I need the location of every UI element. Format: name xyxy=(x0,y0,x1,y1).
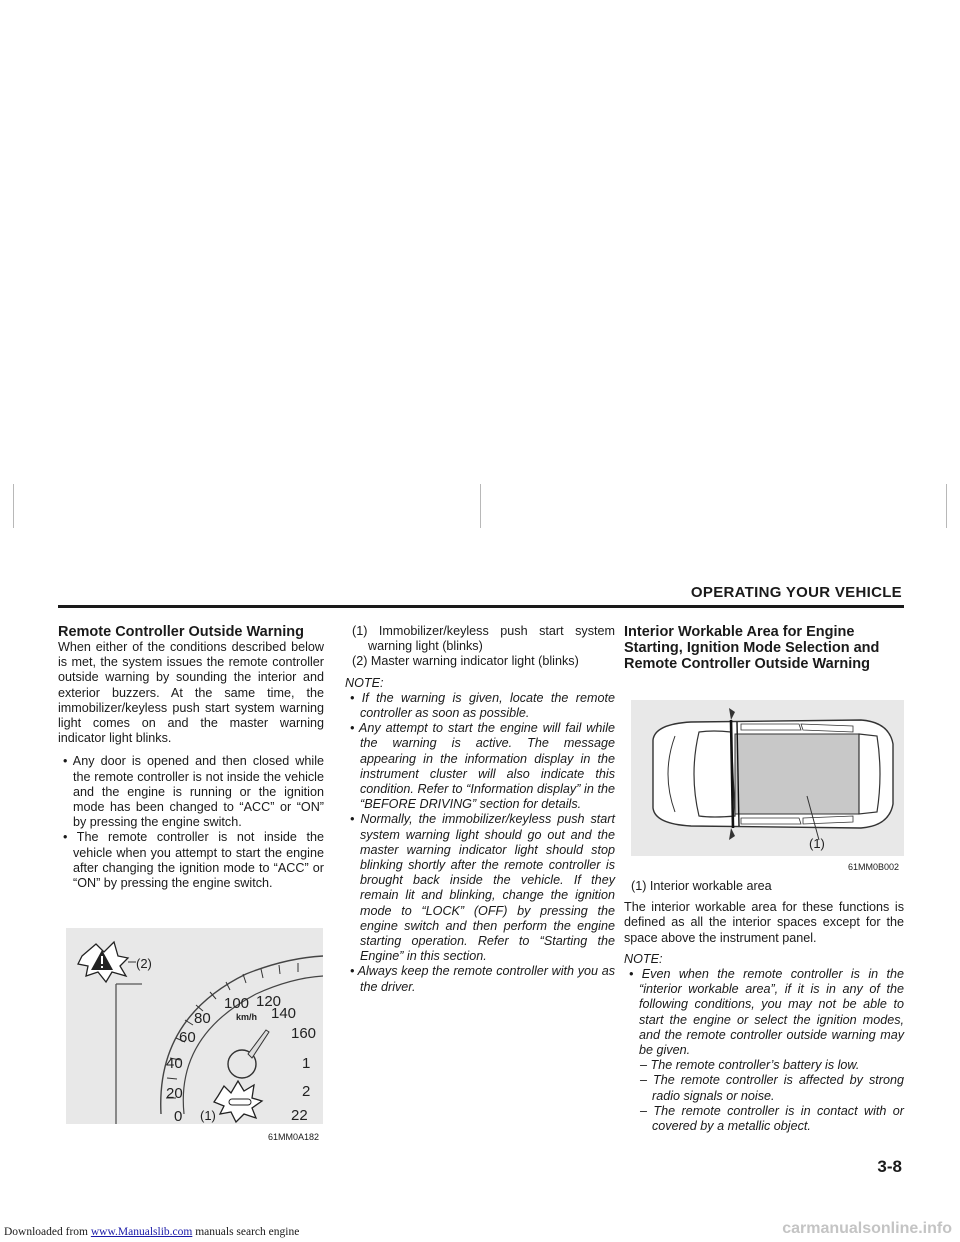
manualslib-link[interactable]: www.Manualslib.com xyxy=(90,1226,193,1238)
callout-label-interior-area: (1) xyxy=(809,836,825,851)
watermark: carmanualsonline.info xyxy=(782,1220,952,1237)
note-label: NOTE: xyxy=(345,675,384,690)
car-top-view-figure xyxy=(631,700,904,856)
note-item: • If the warning is given, locate the remote controller as soon as possible. xyxy=(350,690,615,721)
bullet-item: • The remote controller is not inside the vehicle when you attempt to start the engine after changing the ignition mode to “ACC” or “ON” by pressing the engine switch. xyxy=(63,830,324,891)
crop-mark-right xyxy=(946,484,947,528)
keyless-warning-light-icon xyxy=(214,1081,262,1122)
figure-caption: (1) Interior workable area xyxy=(631,879,772,893)
page-number: 3-8 xyxy=(877,1157,902,1176)
note-item: • Even when the remote controller is in the “interior workable area”, if it is in any of the following conditions, you may not be able to start the engine or select the ignition modes, and the remote controller outside warning may be given. xyxy=(629,967,904,1058)
note-item: • Any attempt to start the engine will fail while the warning is active. The message appearing in the information display in the instrument cluster will also indicate this condition. Refer to “Information display” in the “BEFORE DRIVING” section for details. xyxy=(350,721,615,812)
body-paragraph: The interior workable area for these functions is defined as all the interior spaces except for the space above the instrument panel. xyxy=(624,900,904,945)
footer-suffix: manuals search engine xyxy=(192,1226,300,1238)
car-top-view-illustration xyxy=(631,700,904,856)
figure-caption: (2) Master warning indicator light (blinks) xyxy=(352,654,579,669)
speed-tick: 0 xyxy=(174,1108,183,1124)
intro-paragraph: When either of the conditions described below is met, the system issues the remote controller outside warning by sounding the interior and exterior buzzers. At the same time, the immobilizer/keyless push start system warning light comes on and the master warning indicator light blinks. xyxy=(58,640,324,746)
figure-code: 61MM0B002 xyxy=(848,862,900,872)
section-rule xyxy=(58,605,904,608)
note-label: NOTE: xyxy=(624,951,663,966)
column-right-lower xyxy=(624,879,904,1134)
note-item: • Always keep the remote controller with you as the driver. xyxy=(350,964,615,994)
column-right xyxy=(624,624,904,682)
download-footer xyxy=(4,1226,299,1238)
speed-tick: 1 xyxy=(302,1055,311,1072)
column-middle xyxy=(345,624,615,995)
speedometer-illustration xyxy=(66,928,323,1124)
speed-tick: 80 xyxy=(194,1010,211,1027)
speed-tick: 40 xyxy=(166,1055,183,1072)
speed-tick: 22 xyxy=(291,1107,308,1124)
crop-mark-left xyxy=(13,484,14,528)
crop-mark-center xyxy=(480,484,481,528)
note-item: • Normally, the immobilizer/keyless push start system warning light should go out and the master warning indicator light should stop blinking shortly after the remote controller is brought back inside the vehicle. If they remain lit and blinking, change the ignition mode to “LOCK” (OFF) by pressing the engine switch and then perform the engine starting operation. Refer to “Starting the Engine” in this section. xyxy=(350,812,615,964)
speedometer-figure xyxy=(66,928,323,1124)
master-warning-light-icon xyxy=(78,942,128,982)
speed-tick: 140 xyxy=(271,1005,297,1022)
speed-tick: 100 xyxy=(224,995,250,1012)
speed-unit: km/h xyxy=(236,1012,258,1022)
column-left xyxy=(58,624,324,891)
note-sub-item: – The remote controller’s battery is low. xyxy=(640,1058,860,1073)
note-sub-item: – The remote controller is in contact with or covered by a metallic object. xyxy=(640,1103,904,1134)
speed-tick: 120 xyxy=(256,993,282,1010)
figure-caption: (1) Immobilizer/keyless push start system warning light (blinks) xyxy=(352,624,615,654)
callout-label-1: (1) xyxy=(200,1108,216,1123)
note-sub-item: – The remote controller is affected by strong radio signals or noise. xyxy=(640,1073,904,1103)
callout-label-2: (2) xyxy=(136,956,152,971)
bullet-item: • Any door is opened and then closed while the remote controller is not inside the vehicle and the engine is running or the ignition mode has been changed to “ACC” or “ON” by pressing the engine switch. xyxy=(63,754,324,830)
heading-remote-controller-outside-warning: Remote Controller Outside Warning xyxy=(58,624,304,640)
speed-tick: 20 xyxy=(166,1085,183,1102)
heading-interior-workable-area: Interior Workable Area for Engine Starting, Ignition Mode Selection and Remote Controller Outside Warning xyxy=(624,624,880,672)
footer-prefix: Downloaded from xyxy=(4,1226,91,1238)
speed-tick: 60 xyxy=(179,1029,196,1046)
section-title: OPERATING YOUR VEHICLE xyxy=(690,584,902,601)
figure-code: 61MM0A182 xyxy=(268,1132,320,1142)
speed-tick: 2 xyxy=(302,1083,311,1100)
speed-tick: 160 xyxy=(291,1025,317,1042)
